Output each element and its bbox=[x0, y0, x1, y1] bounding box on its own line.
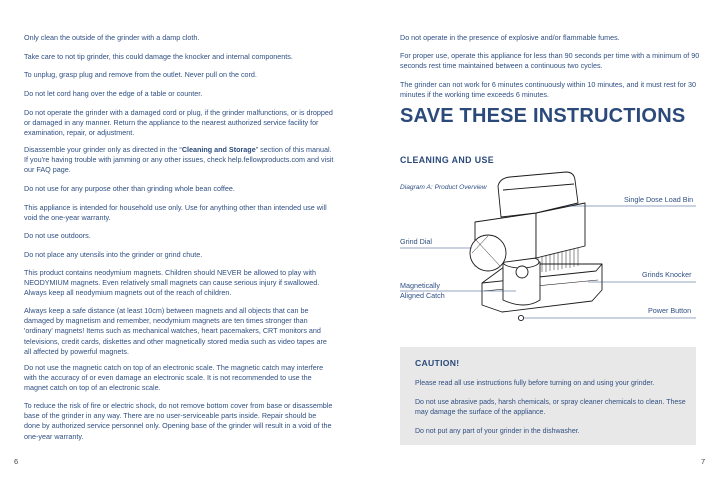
safety-paragraph: Do not place any utensils into the grinder or grind chute. bbox=[24, 250, 203, 259]
label-grind-dial: Grind Dial bbox=[400, 237, 432, 246]
safety-paragraph: Do not operate the grinder with a damaged cord or plug, if the grinder malfunctions, or is dropped or damaged in any manner. Return the appliance to the nearest authorized service facility for examination, repair, or adjustment. bbox=[24, 108, 333, 138]
cleaning-storage-reference: Cleaning and Storage bbox=[181, 145, 256, 154]
safety-paragraph: For proper use, operate this appliance for less than 90 seconds per time with a minimum of 90 seconds rest time maintained between a continuous two cycles. bbox=[400, 51, 700, 71]
magnet-distance-paragraph: Always keep a safe distance (at least 10cm) between magnets and all objects that can be damaged by magnetism and remember, neodymium magnets are ten times stronger than 'ordinary' magnets! Items such as mechanical watches, heart pacemakers, CRT monitors and televisions, credit cards, diskettes and other magnetically stored media such as video tapes are all affected by powerful magnets. bbox=[24, 306, 327, 356]
save-instructions-title: SAVE THESE INSTRUCTIONS bbox=[400, 105, 686, 127]
safety-paragraph: To unplug, grasp plug and remove from the outlet. Never pull on the cord. bbox=[24, 70, 257, 79]
label-aligned-catch: Aligned Catch bbox=[400, 291, 445, 300]
safety-paragraph: Take care to not tip grinder, this could damage the knocker and internal components. bbox=[24, 52, 293, 61]
caution-item: Do not use abrasive pads, harsh chemicals, or spray cleaner chemicals to clean. These may damage the surface of the appliance. bbox=[415, 399, 686, 416]
safety-paragraph: Do not use outdoors. bbox=[24, 231, 91, 240]
label-single-dose-load-bin: Single Dose Load Bin bbox=[624, 195, 694, 204]
safety-paragraph: Only clean the outside of the grinder with a damp cloth. bbox=[24, 33, 200, 42]
caution-box bbox=[400, 347, 696, 445]
safety-paragraph: This appliance is intended for household use only. Use for anything other than intended use will void the one-year warranty. bbox=[24, 203, 327, 223]
caution-item: Do not put any part of your grinder in the dishwasher. bbox=[415, 428, 580, 435]
caution-heading: CAUTION! bbox=[415, 358, 460, 368]
page-number: 7 bbox=[701, 457, 706, 466]
cleaning-and-use-heading: CLEANING AND USE bbox=[400, 155, 495, 165]
magnetic-catch-paragraph: Do not use the magnetic catch on top of an electronic scale. The magnetic catch may interfere with the accuracy of or even damage an electronic scale. It is not recommended to use the magnet catch on top of an electronic scale. bbox=[24, 363, 324, 393]
safety-paragraph: The grinder can not work for 6 minutes continuously within 10 minutes, and it must rest for 30 minutes if the working time exceeds 6 minutes. bbox=[400, 80, 697, 100]
diagram-caption: Diagram A: Product Overview bbox=[400, 184, 487, 191]
right-page bbox=[360, 0, 720, 480]
power-button bbox=[518, 315, 523, 320]
disassemble-text-end: ” section of this manual. If you're having trouble with jamming or any other issues, check help.fellowproducts.com and visit our FAQ page. bbox=[24, 145, 334, 175]
disassemble-text-start: Disassemble your grinder only as directed in the “ bbox=[24, 145, 182, 154]
safety-paragraph: Do not use for any purpose other than grinding whole bean coffee. bbox=[24, 184, 235, 193]
page-number: 6 bbox=[14, 457, 19, 466]
magnet-warning-paragraph: This product contains neodymium magnets. Children should NEVER be allowed to play with NEODYMIUM magnets. Even relatively small magnets can cause serious injury if swallowed. Always keep all neodymium magnets out of the reach of children. bbox=[24, 268, 320, 298]
magnetic-catch bbox=[516, 266, 528, 278]
caution-item: Please read all use instructions fully before turning on and using your grinder. bbox=[415, 380, 655, 387]
label-power-button: Power Button bbox=[648, 306, 692, 315]
safety-paragraph: Do not let cord hang over the edge of a table or counter. bbox=[24, 89, 203, 98]
label-grinds-knocker: Grinds Knocker bbox=[642, 270, 692, 279]
label-magnetically: Magnetically bbox=[400, 281, 440, 290]
safety-paragraph: Do not operate in the presence of explosive and/or flammable fumes. bbox=[400, 33, 620, 42]
disassemble-paragraph bbox=[24, 145, 334, 176]
electric-shock-paragraph: To reduce the risk of fire or electric shock, do not remove bottom cover from base or disassemble base of the grinder in any way. There are no user-serviceable parts inside. Repair should be done by authorized service personnel only. Opening base of the grinder will result in a void of the one-year warranty. bbox=[24, 401, 333, 441]
